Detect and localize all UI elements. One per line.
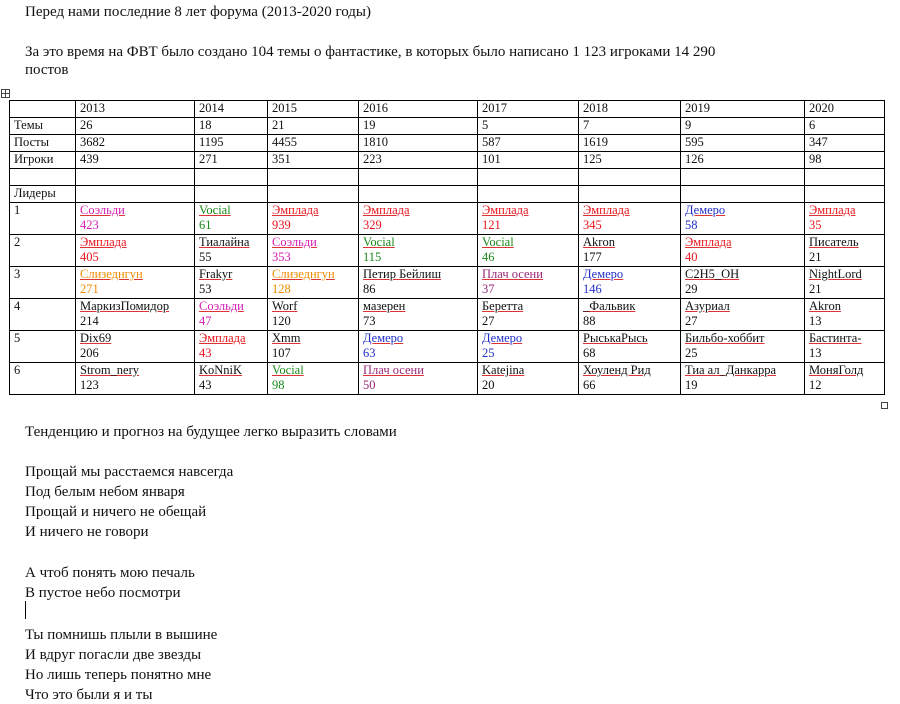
- leader-cell: [681, 363, 805, 395]
- leader-row: [10, 203, 885, 235]
- leader-cell: [681, 299, 805, 331]
- stat-value: 347: [805, 135, 885, 152]
- leader-name: Плач осени: [363, 363, 424, 377]
- leader-cell: [195, 203, 268, 235]
- year-header: 2020: [805, 101, 885, 118]
- leader-count: 939: [272, 218, 291, 232]
- leader-count: 177: [583, 250, 602, 264]
- leader-cell: [359, 267, 478, 299]
- leader-name: Vocial: [272, 363, 304, 377]
- leader-rank: 5: [10, 331, 76, 363]
- leader-name: Worf: [272, 299, 298, 313]
- leader-cell: [359, 299, 478, 331]
- leader-name: Демеро: [363, 331, 404, 345]
- stat-value: 5: [478, 118, 579, 135]
- leader-name: Соэльди: [272, 235, 317, 249]
- stat-value: 7: [579, 118, 681, 135]
- empty-cell: [579, 186, 681, 203]
- poem-line: Ты помнишь плыли в вышине: [25, 627, 218, 643]
- leader-name: Демеро: [482, 331, 523, 345]
- empty-cell: [805, 186, 885, 203]
- poem-line: Прощай и ничего не обещай: [25, 504, 207, 520]
- empty-cell: [268, 186, 359, 203]
- leader-cell: [76, 363, 195, 395]
- stat-label: Посты: [10, 135, 76, 152]
- leader-count: 329: [363, 218, 382, 232]
- leader-name: Петир Бейлиш: [363, 267, 442, 281]
- leader-count: 353: [272, 250, 291, 264]
- leader-count: 12: [809, 378, 822, 392]
- leader-cell: [268, 203, 359, 235]
- leader-name: Эмплада: [809, 203, 856, 217]
- leader-cell: [478, 267, 579, 299]
- leader-name: Эмплада: [272, 203, 319, 217]
- leader-row: [10, 299, 885, 331]
- leader-name: C2H5_OH: [685, 267, 740, 281]
- leader-count: 25: [685, 346, 698, 360]
- stat-row: [10, 118, 885, 135]
- stat-value: 101: [478, 152, 579, 169]
- stat-row: [10, 152, 885, 169]
- leader-name: Эмплада: [482, 203, 529, 217]
- leader-cell: [359, 203, 478, 235]
- stat-value: 1810: [359, 135, 478, 152]
- leader-cell: [579, 363, 681, 395]
- intro-line-2: За это время на ФВТ было создано 104 темы о фантастике, в которых было написано 1 123 игроками 14 290: [25, 44, 716, 60]
- stat-value: 223: [359, 152, 478, 169]
- poem-line: И вдруг погасли две звезды: [25, 647, 202, 663]
- leader-count: 146: [583, 282, 602, 296]
- leader-name: Vocial: [199, 203, 231, 217]
- trend-text: Тенденцию и прогноз на будущее легко выразить словами: [25, 424, 397, 440]
- stat-value: 125: [579, 152, 681, 169]
- leader-name: Vocial: [482, 235, 514, 249]
- leader-cell: [805, 267, 885, 299]
- stat-value: 126: [681, 152, 805, 169]
- empty-cell: [478, 186, 579, 203]
- year-header: 2014: [195, 101, 268, 118]
- leader-name: Соэльди: [80, 203, 125, 217]
- leader-cell: [76, 267, 195, 299]
- leader-name: Плач осени: [482, 267, 543, 281]
- poem-line: И ничего не говори: [25, 524, 149, 540]
- leader-count: 405: [80, 250, 99, 264]
- leader-row: [10, 331, 885, 363]
- leader-cell: [195, 267, 268, 299]
- leader-count: 21: [809, 282, 822, 296]
- leader-name: Хоуленд Рид: [583, 363, 651, 377]
- empty-cell: [478, 169, 579, 186]
- stat-value: 18: [195, 118, 268, 135]
- leader-cell: [681, 235, 805, 267]
- stat-value: 587: [478, 135, 579, 152]
- leader-count: 98: [272, 378, 285, 392]
- leader-name: Эмплада: [363, 203, 410, 217]
- empty-cell: [76, 169, 195, 186]
- stat-value: 595: [681, 135, 805, 152]
- leader-name: Vocial: [363, 235, 395, 249]
- leader-count: 86: [363, 282, 376, 296]
- table-resize-handle[interactable]: [881, 402, 888, 409]
- poem-line: Под белым небом января: [25, 484, 185, 500]
- stat-value: 1619: [579, 135, 681, 152]
- poem-line: А чтоб понять мою печаль: [25, 565, 195, 581]
- leader-cell: [268, 267, 359, 299]
- leader-rank: 6: [10, 363, 76, 395]
- leader-cell: [478, 363, 579, 395]
- stat-value: 19: [359, 118, 478, 135]
- leader-cell: [681, 267, 805, 299]
- leader-count: 37: [482, 282, 495, 296]
- leader-cell: [681, 203, 805, 235]
- leader-name: Эмплада: [685, 235, 732, 249]
- stat-value: 271: [195, 152, 268, 169]
- empty-cell: [76, 186, 195, 203]
- leader-row: [10, 267, 885, 299]
- leader-count: 88: [583, 314, 596, 328]
- leader-name: Akron: [809, 299, 841, 313]
- forum-stats-table: [9, 100, 885, 395]
- leader-name: Бастинта-: [809, 331, 862, 345]
- leader-count: 58: [685, 218, 698, 232]
- leader-count: 271: [80, 282, 99, 296]
- intro-line-1: Перед нами последние 8 лет форума (2013-2020 годы): [25, 4, 371, 20]
- leader-count: 25: [482, 346, 495, 360]
- leader-count: 47: [199, 314, 212, 328]
- leader-cell: [579, 235, 681, 267]
- leader-name: Тиалайна: [199, 235, 250, 249]
- stat-value: 351: [268, 152, 359, 169]
- leader-count: 50: [363, 378, 376, 392]
- stat-row: [10, 135, 885, 152]
- empty-cell: [805, 169, 885, 186]
- year-header: 2015: [268, 101, 359, 118]
- leader-cell: [195, 363, 268, 395]
- leader-cell: [681, 331, 805, 363]
- leader-name: Слизеднгун: [272, 267, 335, 281]
- leader-cell: [76, 203, 195, 235]
- leader-count: 214: [80, 314, 99, 328]
- leader-rank: 3: [10, 267, 76, 299]
- leader-name: Слизеднгун: [80, 267, 143, 281]
- stat-value: 26: [76, 118, 195, 135]
- leader-cell: [359, 235, 478, 267]
- leader-count: 345: [583, 218, 602, 232]
- poem-line: Прощай мы расстаемся навсегда: [25, 464, 234, 480]
- leader-name: Азуриал: [685, 299, 730, 313]
- leader-cell: [76, 235, 195, 267]
- leader-row: [10, 235, 885, 267]
- leaders-label: Лидеры: [10, 186, 76, 203]
- leader-name: NightLord: [809, 267, 862, 281]
- leader-cell: [579, 203, 681, 235]
- leader-cell: [579, 299, 681, 331]
- stat-label: Темы: [10, 118, 76, 135]
- leader-cell: [268, 363, 359, 395]
- empty-cell: [268, 169, 359, 186]
- leader-cell: [268, 299, 359, 331]
- leader-cell: [478, 203, 579, 235]
- leader-count: 43: [199, 346, 212, 360]
- stat-value: 98: [805, 152, 885, 169]
- leader-cell: [805, 299, 885, 331]
- leader-count: 63: [363, 346, 376, 360]
- empty-row: [10, 169, 885, 186]
- leader-count: 35: [809, 218, 822, 232]
- stat-value: 6: [805, 118, 885, 135]
- leader-name: Эмплада: [583, 203, 630, 217]
- leader-count: 61: [199, 218, 212, 232]
- leader-count: 27: [685, 314, 698, 328]
- stat-value: 9: [681, 118, 805, 135]
- year-header: 2016: [359, 101, 478, 118]
- leader-name: Демеро: [685, 203, 726, 217]
- leader-name: Dix69: [80, 331, 112, 345]
- empty-cell: [195, 186, 268, 203]
- leader-name: Katejina: [482, 363, 525, 377]
- leader-count: 53: [199, 282, 212, 296]
- year-header: 2018: [579, 101, 681, 118]
- stat-value: 439: [76, 152, 195, 169]
- leader-name: Соэльди: [199, 299, 244, 313]
- leader-cell: [805, 331, 885, 363]
- leader-count: 68: [583, 346, 596, 360]
- empty-cell: [10, 169, 76, 186]
- leader-count: 46: [482, 250, 495, 264]
- leader-count: 423: [80, 218, 99, 232]
- leader-rank: 4: [10, 299, 76, 331]
- stat-label: Игроки: [10, 152, 76, 169]
- leader-name: МаркизПомидор: [80, 299, 170, 313]
- leader-cell: [478, 331, 579, 363]
- leader-cell: [195, 331, 268, 363]
- empty-cell: [359, 186, 478, 203]
- leader-count: 121: [482, 218, 501, 232]
- leader-cell: [268, 235, 359, 267]
- leader-count: 73: [363, 314, 376, 328]
- empty-cell: [579, 169, 681, 186]
- leader-name: Тиа ал_Данкарра: [685, 363, 777, 377]
- leader-count: 19: [685, 378, 698, 392]
- leader-cell: [805, 203, 885, 235]
- leader-cell: [805, 235, 885, 267]
- leader-name: Frakyr: [199, 267, 233, 281]
- leader-name: Strom_nery: [80, 363, 140, 377]
- leader-count: 27: [482, 314, 495, 328]
- leader-count: 55: [199, 250, 212, 264]
- leader-rank: 2: [10, 235, 76, 267]
- stat-value: 1195: [195, 135, 268, 152]
- year-header: 2019: [681, 101, 805, 118]
- leader-name: МоняГолд: [809, 363, 864, 377]
- stat-value: 4455: [268, 135, 359, 152]
- leader-cell: [805, 363, 885, 395]
- year-header: 2017: [478, 101, 579, 118]
- leader-count: 66: [583, 378, 596, 392]
- leader-count: 29: [685, 282, 698, 296]
- leader-cell: [76, 331, 195, 363]
- leaders-label-row: [10, 186, 885, 203]
- leader-name: Демеро: [583, 267, 624, 281]
- table-header-row: [10, 101, 885, 118]
- empty-cell: [359, 169, 478, 186]
- poem-line: Что это были я и ты: [25, 687, 153, 703]
- leader-cell: [359, 331, 478, 363]
- empty-cell: [195, 169, 268, 186]
- text-cursor: [25, 601, 26, 619]
- leader-cell: [268, 331, 359, 363]
- leader-name: Беретта: [482, 299, 524, 313]
- leader-cell: [478, 235, 579, 267]
- leader-rank: 1: [10, 203, 76, 235]
- leader-count: 40: [685, 250, 698, 264]
- empty-cell: [681, 169, 805, 186]
- stat-value: 3682: [76, 135, 195, 152]
- leader-cell: [195, 299, 268, 331]
- leader-cell: [579, 267, 681, 299]
- leader-cell: [579, 331, 681, 363]
- leader-count: 13: [809, 346, 822, 360]
- leader-count: 115: [363, 250, 382, 264]
- leader-row: [10, 363, 885, 395]
- leader-name: Эмплада: [199, 331, 246, 345]
- leader-name: Эмплада: [80, 235, 127, 249]
- intro-line-3: постов: [25, 62, 69, 78]
- poem-line: В пустое небо посмотри: [25, 585, 181, 601]
- leader-cell: [195, 235, 268, 267]
- leader-count: 13: [809, 314, 822, 328]
- year-header: 2013: [76, 101, 195, 118]
- leader-cell: [478, 299, 579, 331]
- stat-value: 21: [268, 118, 359, 135]
- leader-count: 206: [80, 346, 99, 360]
- empty-cell: [681, 186, 805, 203]
- leader-count: 21: [809, 250, 822, 264]
- leader-count: 20: [482, 378, 495, 392]
- leader-name: Xmm: [272, 331, 301, 345]
- table-move-handle-icon[interactable]: [1, 89, 10, 98]
- leader-name: Писатель: [809, 235, 859, 249]
- leader-count: 120: [272, 314, 291, 328]
- leader-name: Бильбо-хоббит: [685, 331, 765, 345]
- leader-name: Akron: [583, 235, 615, 249]
- leader-name: мазерен: [363, 299, 406, 313]
- leader-count: 43: [199, 378, 212, 392]
- poem-line: Но лишь теперь понятно мне: [25, 667, 212, 683]
- leader-cell: [359, 363, 478, 395]
- leader-name: _Фальвик: [583, 299, 636, 313]
- leader-name: KoNniK: [199, 363, 243, 377]
- leader-cell: [76, 299, 195, 331]
- leader-name: РыськаРысь: [583, 331, 648, 345]
- leader-count: 128: [272, 282, 291, 296]
- leader-count: 123: [80, 378, 99, 392]
- empty-cell: [10, 101, 76, 118]
- leader-count: 107: [272, 346, 291, 360]
